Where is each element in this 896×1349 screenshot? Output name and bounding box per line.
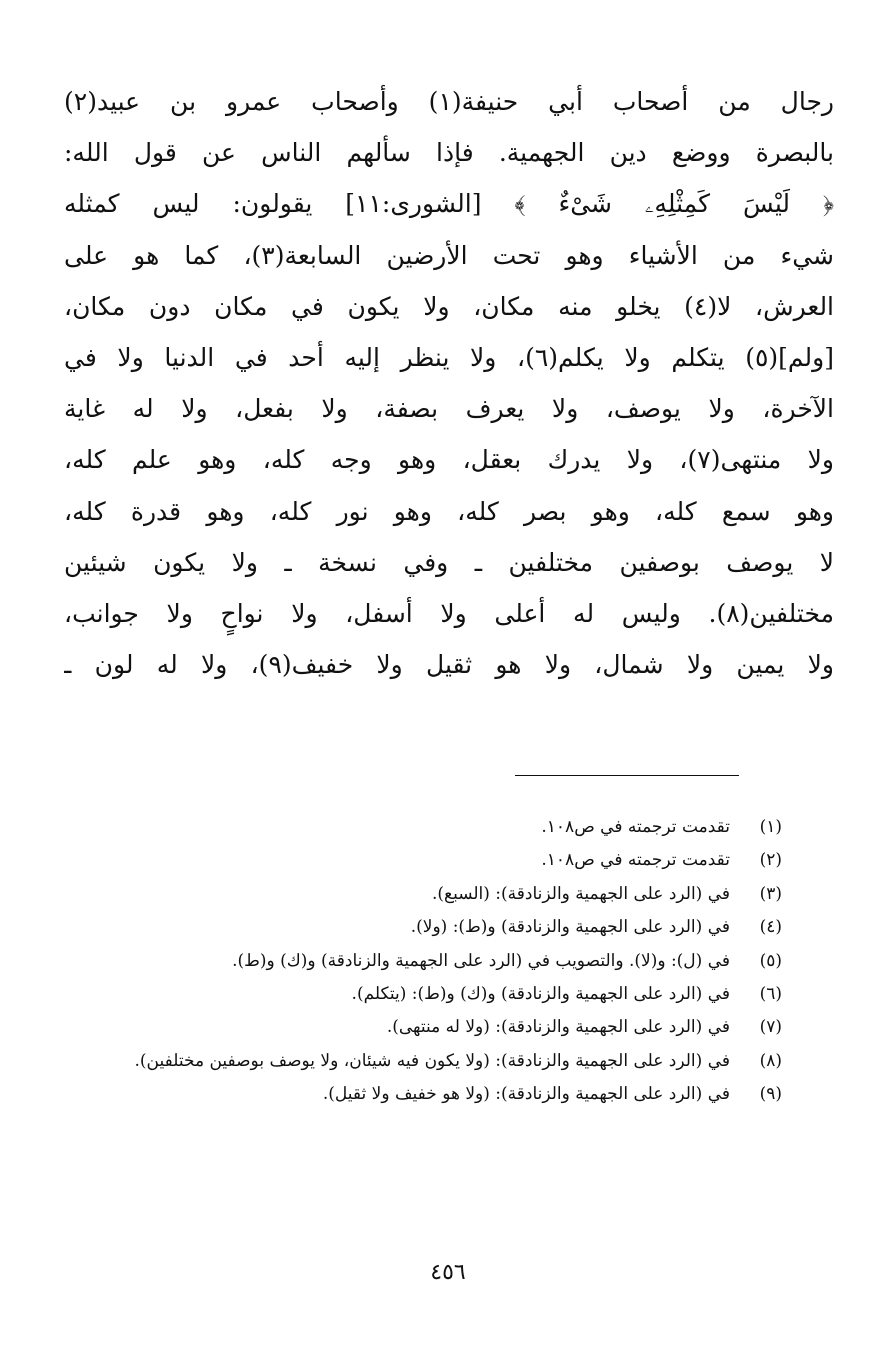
footnote-divider [515,775,739,776]
main-text-line: لا يوصف بوصفين مختلفين ـ وفي نسخة ـ ولا يكون شيئين [64,547,834,577]
footnote-text: تقدمت ترجمته في ص١٠٨. [541,850,730,871]
main-text-line: ولا يمين ولا شمال، ولا هو ثقيل ولا خفيف(٩)، ولا له لون ـ [64,650,834,680]
page-number: ٤٥٦ [430,1260,466,1285]
footnote-text: في (الرد على الجهمية والزنادقة): (ولا له منتهى). [386,1017,730,1038]
footnote-text: في (الرد على الجهمية والزنادقة): (ولا هو خفيف ولا ثقيل). [322,1084,730,1105]
main-text-line: رجال من أصحاب أبي حنيفة(١) وأصحاب عمرو بن عبيد(٢) [64,87,834,116]
main-text-line: ﴿ لَيْسَ كَمِثْلِهِۦ شَىْءٌ ﴾ [الشورى:١١] يقولون: ليس كمثله [64,189,834,219]
main-text-line: وهو سمع كله، وهو بصر كله، وهو نور كله، وهو قدرة كله، [64,496,834,526]
footnote-number: (٦) [759,983,782,1004]
footnote-text: في (الرد على الجهمية والزنادقة) و(ط): (ولا). [410,917,730,938]
footnote-number: (٩) [759,1084,782,1105]
footnote-number: (٢) [759,850,782,871]
footnote-text: في (الرد على الجهمية والزنادقة): (ولا يكون فيه شيئان، ولا يوصف بوصفين مختلفين). [134,1050,730,1071]
main-text-line: [ولم](٥) يتكلم ولا يكلم(٦)، ولا ينظر إليه أحد في الدنيا ولا في [64,342,834,372]
footnote-item [70,978,782,1011]
footnote-number: (٤) [759,917,782,938]
footnote-item [70,945,782,978]
main-text-line: مختلفين(٨). وليس له أعلى ولا أسفل، ولا نواحٍ ولا جوانب، [64,598,834,628]
main-text-line: الآخرة، ولا يوصف، ولا يعرف بصفة، ولا بفعل، ولا له غاية [64,394,834,424]
footnote-text: في (ل): و(لا). والتصويب في (الرد على الجهمية والزنادقة) و(ك) و(ط). [232,950,730,971]
footnotes-list [70,811,782,1112]
footnote-item [70,844,782,877]
main-text-block [64,76,834,690]
footnote-item [70,911,782,944]
footnote-number: (١) [759,817,782,837]
main-text-line: بالبصرة ووضع دين الجهمية. فإذا سألهم الناس عن قول الله: [64,138,834,168]
main-text-line: ولا منتهى(٧)، ولا يدرك بعقل، وهو وجه كله، وهو علم كله، [64,445,834,475]
footnote-text: تقدمت ترجمته في ص١٠٨. [541,817,730,837]
main-text-line: شيء من الأشياء وهو تحت الأرضين السابعة(٣)، كما هو على [64,240,834,270]
footnote-item [70,878,782,911]
footnote-number: (٥) [759,950,782,971]
footnote-item [70,1011,782,1044]
footnote-item [70,811,782,844]
footnote-number: (٨) [759,1050,782,1071]
footnote-text: في (الرد على الجهمية والزنادقة) و(ك) و(ط): (يتكلم). [351,983,730,1004]
footnote-item [70,1078,782,1111]
footnote-text: في (الرد على الجهمية والزنادقة): (السبع). [431,883,730,904]
footnote-item [70,1045,782,1078]
main-text-line: العرش، لا(٤) يخلو منه مكان، ولا يكون في مكان دون مكان، [64,291,834,321]
footnote-number: (٧) [759,1017,782,1038]
footnote-number: (٣) [759,883,782,904]
